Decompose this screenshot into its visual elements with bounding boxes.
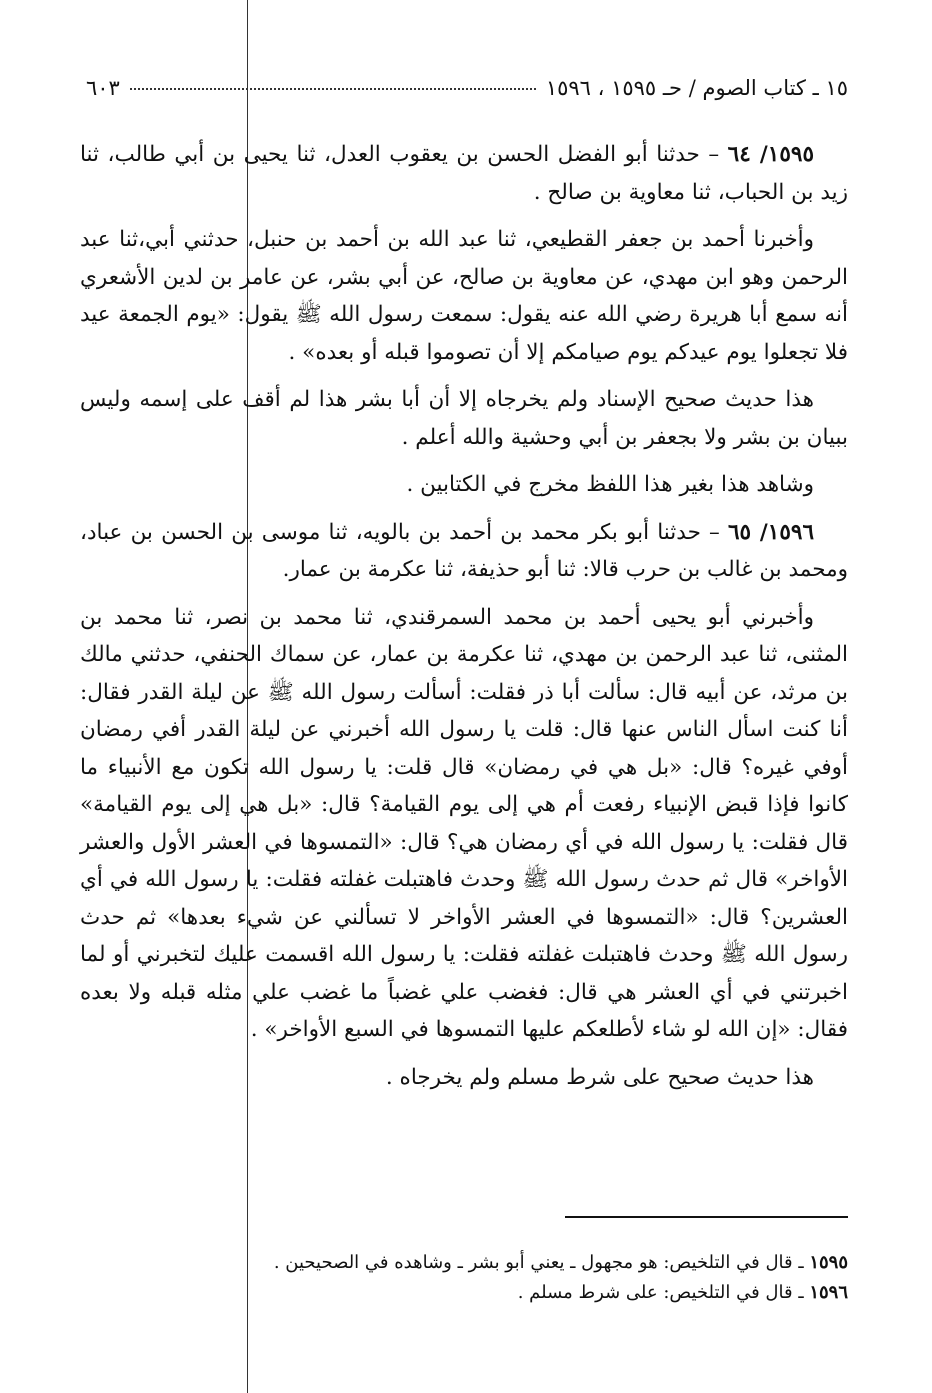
grading-paragraph: [80, 381, 848, 456]
footnotes: [80, 1248, 848, 1308]
paragraph-text: وأخبرني أبو يحيى أحمد بن محمد السمرقندي، ثنا محمد بن نصر، ثنا محمد بن المثنى، ثنا عبد الرحمن بن مهدي، ثنا عكرمة بن عمار، عن سماك الحنفي، حدثني مالك بن مرثد، عن أبيه قال: سألت أبا ذر فقلت: أسألت رسول الله ﷺ عن ليلة القدر فقال: أنا كنت اسأل الناس عنها قال: قلت يا رسول الله أخبرني عن ليلة القدر أفي رمضان أوفي غيره؟ قال: «بل هي في رمضان» قال قلت: يا رسول الله تكون مع الأنبياء ما كانوا فإذا قبض الإنبياء رفعت أم هي إلى يوم القيامة؟ قال: «بل هي إلى يوم القيامة» قال فقلت: يا رسول الله في أي رمضان هي؟ قال: «التمسوها في العشر الأول والعشر الأواخر» قال ثم حدث رسول الله ﷺ وحدث فاهتبلت غفلته فقلت: يا رسول الله في أي العشرين؟ قال: «التمسوها في العشر الأواخر لا تسألني عن شيء بعدها» ثم حدث رسول الله ﷺ وحدث فاهتبلت غفلته فقلت: يا رسول الله اقسمت عليك لتخبرني أو لما اخبرتني في أي العشر هي قال: فغضب علي غضباً ما غضب علي مثله قبله ولا بعده فقال: «إن الله لو شاء لأطلعكم عليها التمسوها في السبع الأواخر» .: [80, 604, 848, 1042]
main-text: [80, 136, 848, 1106]
footnote: [80, 1278, 848, 1308]
hadith-paragraph: [80, 514, 848, 589]
chain-paragraph: [80, 599, 848, 1049]
hadith-number: ١٥٩٥/ ٦٤: [727, 142, 814, 167]
grading-paragraph: [80, 1059, 848, 1097]
paragraph-text: هذا حديث صحيح على شرط مسلم ولم يخرجاه .: [385, 1064, 814, 1090]
footnote-number: ١٥٩٥: [809, 1252, 848, 1273]
running-header: [86, 76, 848, 110]
chain-paragraph: [80, 221, 848, 371]
paragraph-text: هذا حديث صحيح الإسناد ولم يخرجاه إلا أن أبا بشر هذا لم أقف على إسمه وليس ببيان بن بشر ولا بجعفر بن أبي وحشية والله أعلم .: [80, 387, 848, 450]
witness-paragraph: [80, 466, 848, 504]
paragraph-text: – حدثنا أبو الفضل الحسن بن يعقوب العدل، ثنا يحيى بن أبي طالب، ثنا زيد بن الحباب، ثنا معاوية بن صالح .: [80, 142, 848, 205]
footnote-separator: [565, 1216, 848, 1218]
page-number: ٦٠٣: [86, 76, 120, 100]
footnote-number: ١٥٩٦: [809, 1282, 848, 1303]
paragraph-text: – حدثنا أبو بكر محمد بن أحمد بن بالويه، ثنا موسى بن الحسن بن عباد، ومحمد بن غالب بن حرب قالا: ثنا أبو حذيفة، ثنا عكرمة بن عمار.: [80, 519, 848, 582]
hadith-paragraph: [80, 136, 848, 211]
hadith-number: ١٥٩٦/ ٦٥: [727, 519, 814, 545]
footnote-text: ـ قال في التلخيص: هو مجهول ـ يعني أبو بشر ـ وشاهده في الصحيحين .: [273, 1252, 810, 1273]
header-title: ١٥ ـ كتاب الصوم / حـ ١٥٩٥ ، ١٥٩٦: [545, 76, 848, 100]
paragraph-text: وأخبرنا أحمد بن جعفر القطيعي، ثنا عبد الله بن أحمد بن حنبل، حدثني أبي،ثنا عبد الرحمن وهو ابن مهدي، عن معاوية بن صالح، عن أبي بشر، عن عامر بن لدين الأشعري أنه سمع أبا هريرة رضي الله عنه يقول: سمعت رسول الله ﷺ يقول: «يوم الجمعة عيد فلا تجعلوا يوم عيدكم يوم صيامكم إلا أن تصوموا قبله أو بعده» .: [80, 227, 848, 365]
footnote-text: ـ قال في التلخيص: على شرط مسلم .: [517, 1282, 810, 1303]
footnote: [80, 1248, 848, 1278]
header-dot-leader: [130, 88, 536, 90]
paragraph-text: وشاهد هذا بغير هذا اللفظ مخرج في الكتابين .: [406, 472, 814, 497]
